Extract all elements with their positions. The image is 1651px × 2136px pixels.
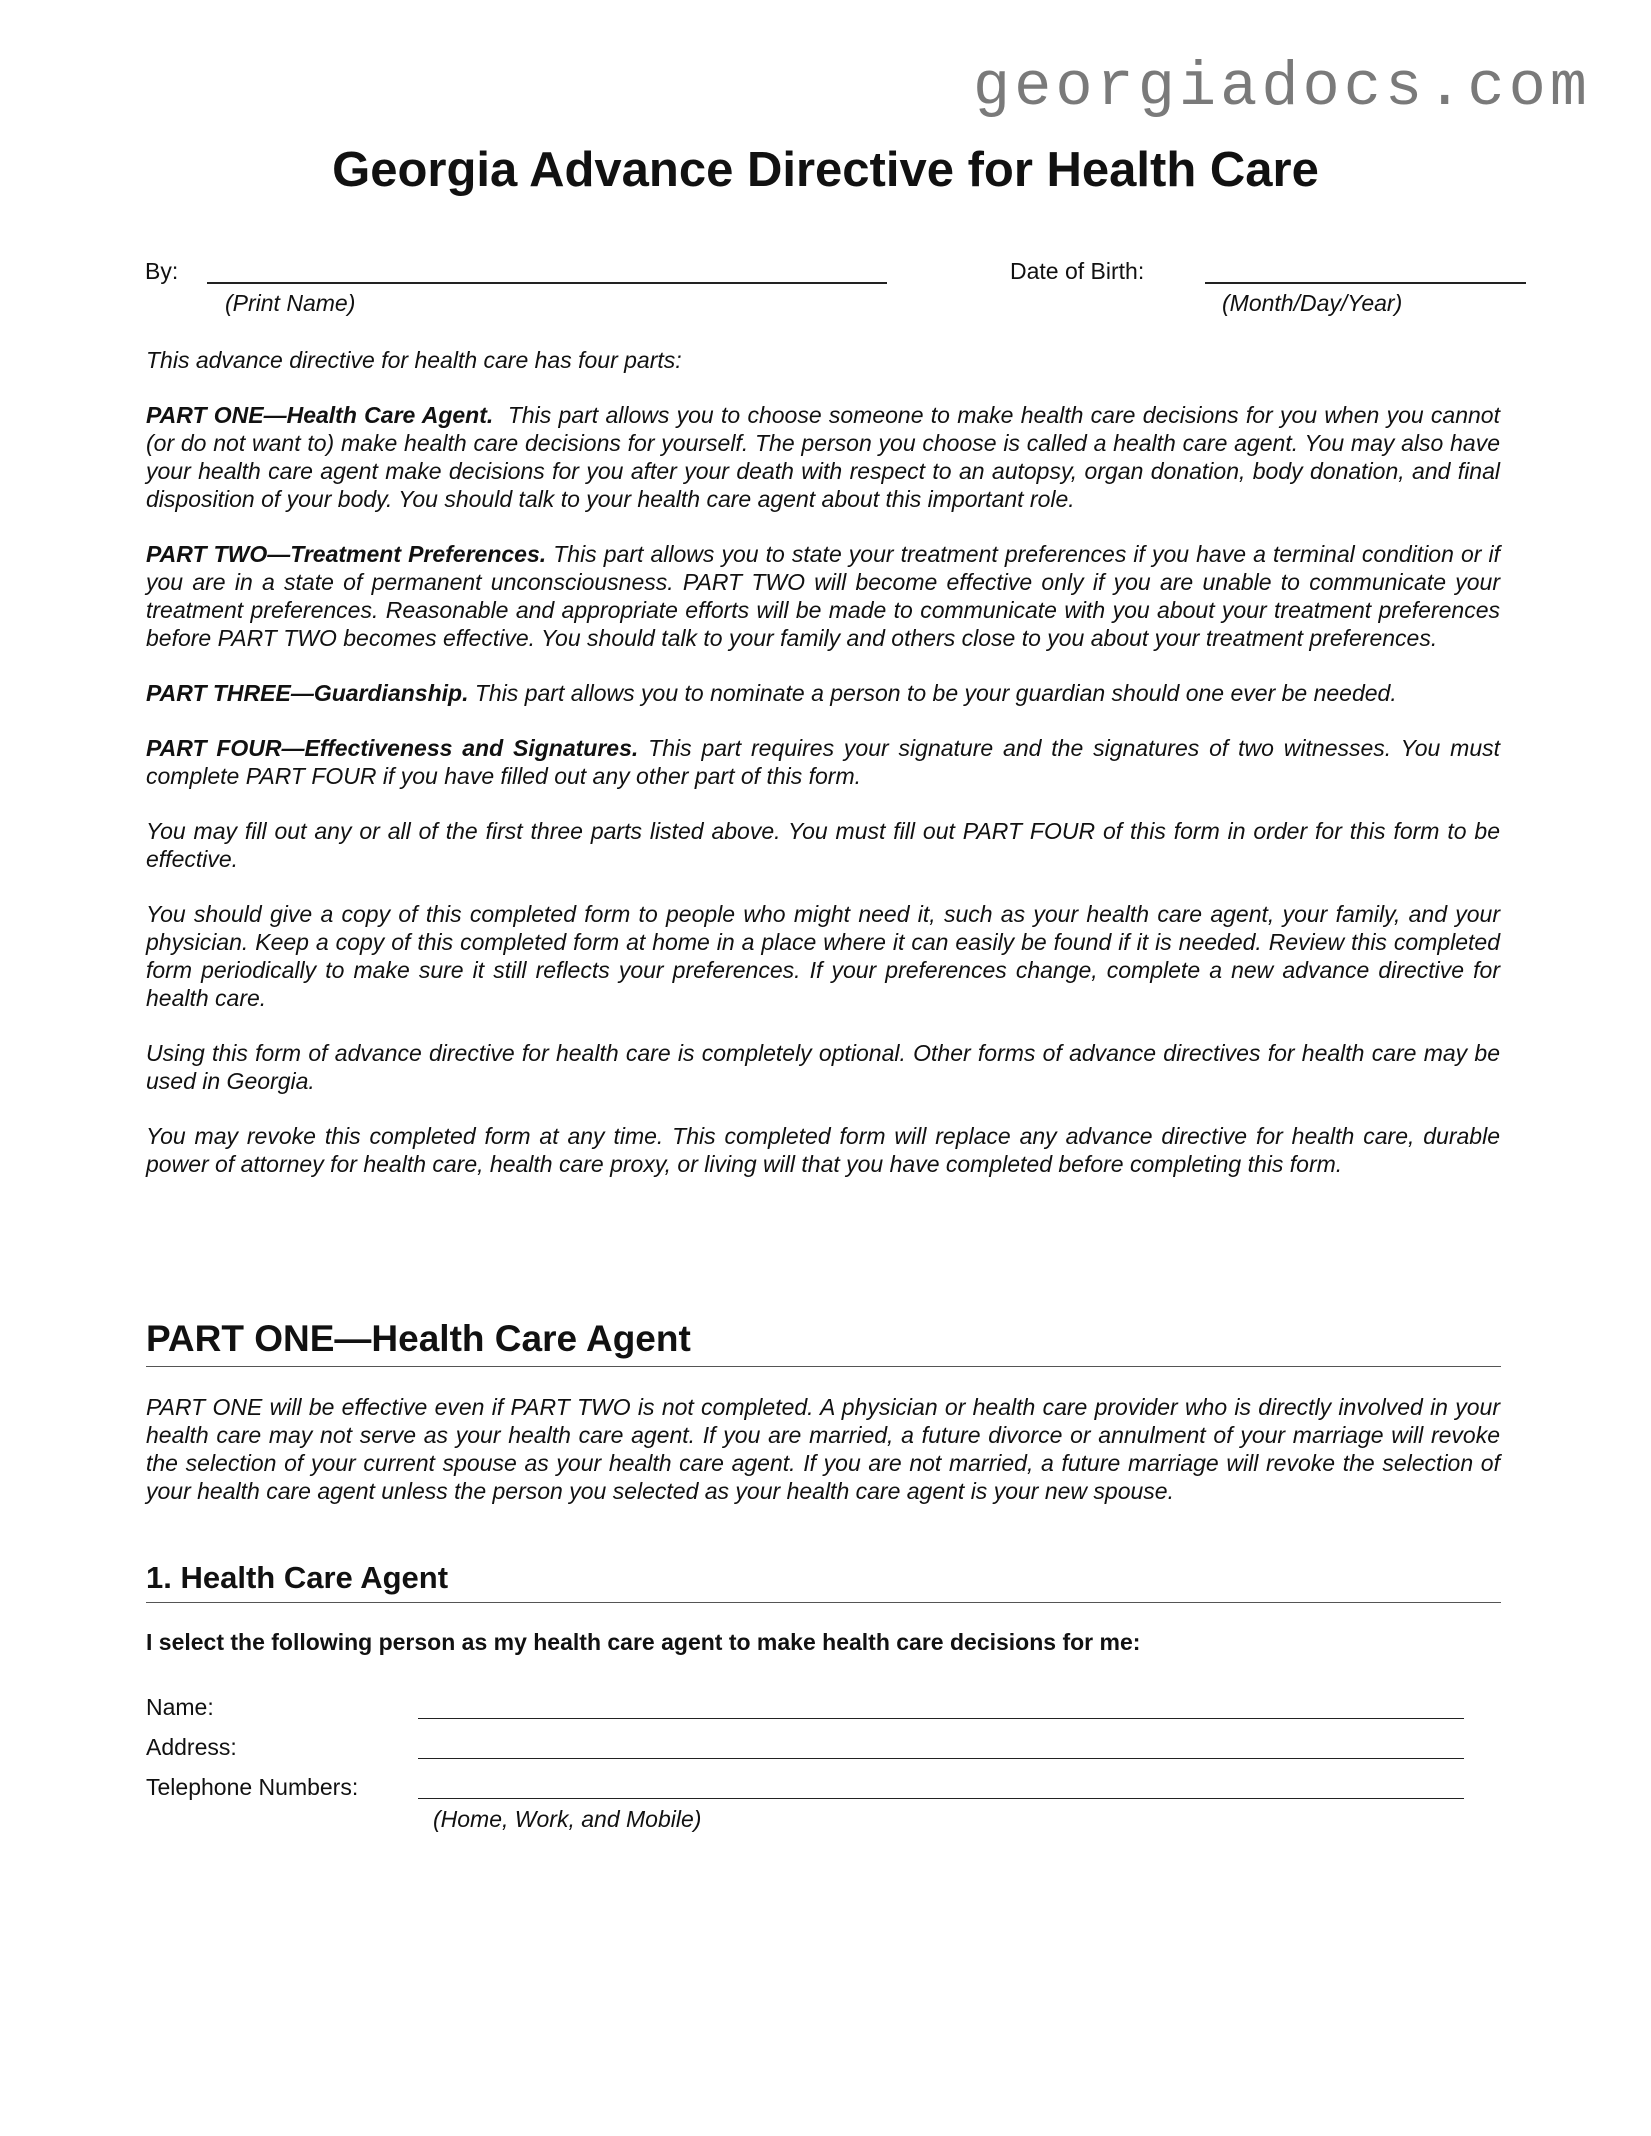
agent-phone-caption: (Home, Work, and Mobile) <box>433 1806 702 1832</box>
site-watermark: georgiadocs.com <box>972 52 1591 123</box>
part-four-summary-text: This part requires your signature and the signatures of two witnesses. You must complete PART FOUR if you have filled out any other part of this form. <box>146 735 1500 789</box>
part-four-summary <box>146 734 1500 790</box>
print-name-caption: (Print Name) <box>225 290 356 316</box>
fill-out-paragraph: You may fill out any or all of the first three parts listed above. You must fill out PART FOUR of this form in order for this form to be effective. <box>146 818 1500 872</box>
revoke-paragraph: You may revoke this completed form at any time. This completed form will replace any advance directive for health care, durable power of attorney for health care, health care proxy, or living will that you have completed before completing this form. <box>146 1123 1500 1177</box>
health-care-agent-heading: 1. Health Care Agent <box>146 1560 1501 1603</box>
optional-paragraph: Using this form of advance directive for health care is completely optional. Other forms of advance directives for health care may be used in Georgia. <box>146 1040 1500 1094</box>
intro-lead: This advance directive for health care has four parts: <box>146 347 682 373</box>
part-three-summary-text: This part allows you to nominate a person to be your guardian should one ever be needed. <box>474 680 1397 706</box>
part-one-heading: PART ONE—Health Care Agent <box>146 1318 1501 1367</box>
copy-paragraph: You should give a copy of this completed form to people who might need it, such as your health care agent, your family, and your physician. Keep a copy of this completed form at home in a place where it can easily be found if it is needed. Review this completed form periodically to make sure it still reflects your preferences. If your preferences change, complete a new advance directive for health care. <box>146 901 1500 1011</box>
agent-address-field[interactable] <box>418 1758 1464 1759</box>
part-one-intro: PART ONE will be effective even if PART TWO is not completed. A physician or health care provider who is directly involved in your health care may not serve as your health care agent. If you are married, a future divorce or annulment of your marriage will revoke the selection of your current spouse as your health care agent. If you are not married, a future marriage will revoke the selection of your health care agent unless the person you selected as your health care agent is your new spouse. <box>146 1394 1500 1504</box>
agent-phone-label: Telephone Numbers: <box>146 1774 359 1800</box>
part-three-summary-heading: PART THREE—Guardianship. <box>146 680 469 706</box>
date-of-birth-label: Date of Birth: <box>1010 258 1145 284</box>
agent-name-label: Name: <box>146 1694 214 1720</box>
agent-address-label: Address: <box>146 1734 237 1760</box>
date-of-birth-caption: (Month/Day/Year) <box>1222 290 1403 316</box>
print-name-field[interactable] <box>207 282 887 284</box>
part-one-summary <box>146 401 1500 513</box>
agent-selection-statement: I select the following person as my health care agent to make health care decisions for me: <box>146 1629 1141 1655</box>
document-title: Georgia Advance Directive for Health Care <box>332 143 1319 197</box>
date-of-birth-field[interactable] <box>1205 282 1526 284</box>
part-one-summary-heading: PART ONE—Health Care Agent. <box>146 402 494 428</box>
part-two-summary-text: This part allows you to state your treatment preferences if you have a terminal condition or if you are in a state of permanent unconsciousness. PART TWO will become effective only if you are unable to communicate your treatment preferences. Reasonable and appropriate efforts will be made to communicate with you about your treatment preferences before PART TWO becomes effective. You should talk to your family and others close to you about your treatment preferences. <box>146 541 1500 651</box>
part-one-summary-text: This part allows you to choose someone to make health care decisions for you when you cannot (or do not want to) make health care decisions for yourself. The person you choose is called a health care agent. You may also have your health care agent make decisions for you after your death with respect to an autopsy, organ donation, body donation, and final disposition of your body. You should talk to your health care agent about this important role. <box>146 402 1500 512</box>
by-label: By: <box>145 258 179 284</box>
part-two-summary <box>146 540 1500 652</box>
intro-section <box>146 346 1500 1205</box>
agent-phone-field[interactable] <box>418 1798 1464 1799</box>
part-two-summary-heading: PART TWO—Treatment Preferences. <box>146 541 547 567</box>
agent-name-field[interactable] <box>418 1718 1464 1719</box>
part-four-summary-heading: PART FOUR—Effectiveness and Signatures. <box>146 735 639 761</box>
part-three-summary <box>146 679 1500 707</box>
